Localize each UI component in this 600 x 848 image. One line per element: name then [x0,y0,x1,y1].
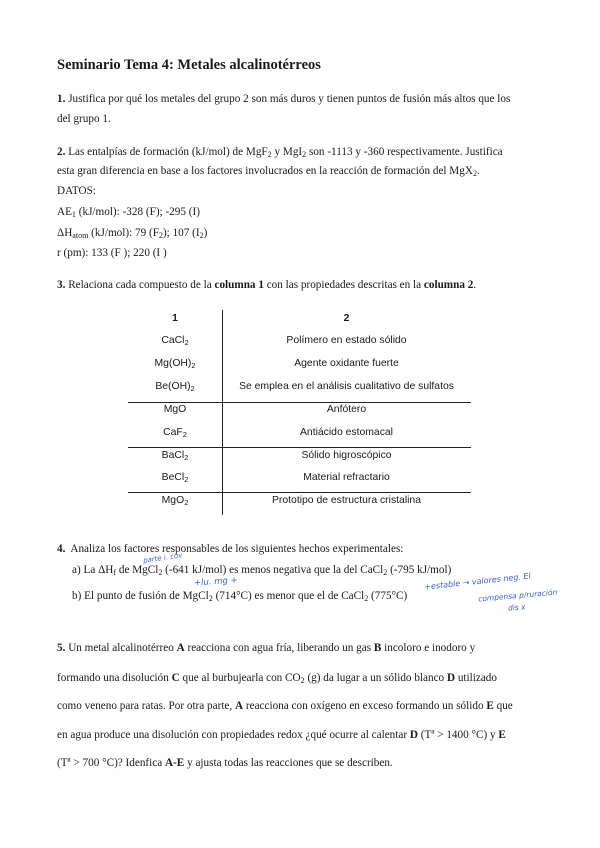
q4-item-b: b) El punto de fusión de MgCl$_2$ (714°C) es menor que el de CaCl$_2$ (775°C) [72,590,408,604]
table-divider [128,447,471,448]
q1-line1: 1. Justifica por qué los metales del grupo 2 son más duros y tienen puntos de fusión más altos que los [57,93,511,105]
table-cell-property: Polímero en estado sólido [286,335,407,346]
table-cell-compound: CaF$_2$ [163,427,187,439]
table-divider [128,402,471,403]
q2-line1: 2. Las entalpías de formación (kJ/mol) de MgF$_2$ y MgI$_2$ son -1113 y -360 respectivamente. Justifica [57,146,503,160]
q2-datos: DATOS: [57,185,96,197]
table-cell-compound: BaCl$_2$ [161,450,189,462]
table-cell-compound: MgO [163,404,187,415]
q2-line2: esta gran diferencia en base a los factores involucrados en la reacción de formación del MgX$_2$. [57,165,480,179]
handwritten-note: parte i. cov [142,551,183,565]
page-title: Seminario Tema 4: Metales alcalinotérreos [57,57,321,73]
q4-intro: 4. Analiza los factores responsables de los siguientes hechos experimentales: [57,543,404,555]
q5-line3: como veneno para ratas. Por otra parte, A reacciona con oxígeno en exceso formando un sólido E que [57,700,513,712]
matching-table [128,310,471,515]
table-header-col2: 2 [343,313,350,324]
handwritten-note: +estable → valores neg. El [423,571,532,592]
q5-line2: formando una disolución C que al burbujearla con $CO_2$ (g) da lugar a un sólido blanco D utilizado [57,672,497,686]
q5-line4: en agua produce una disolución con propiedades redox ¿qué ocurre al calentar D (Tª > 1400 °C) y E [57,729,506,741]
q2-r: r (pm): 133 (F ); 220 (I ) [57,247,167,259]
table-cell-property: Anfótero [326,404,367,415]
handwritten-note: dis x [507,602,526,613]
table-cell-property: Antiácido estomacal [300,427,393,438]
q4-item-a: a) La $\Delta H_f$ de MgCl$_2$ (-641 kJ/mol) es menos negativa que la del CaCl$_2$ (-795 kJ/mol) [72,564,452,578]
table-cell-compound: MgO$_2$ [161,495,189,507]
table-cell-property: Agente oxidante fuerte [294,358,399,369]
q2-dh: $\Delta H_{atom}$ (kJ/mol): 79 $(F_2)$; 107 $(I_2)$ [57,227,208,241]
q1-line2: del grupo 1. [57,113,111,125]
table-divider [128,492,471,493]
table-header-col1: 1 [172,313,178,324]
q3-statement: 3. Relaciona cada compuesto de la columna 1 con las propiedades descritas en la columna 2. [57,279,477,291]
table-cell-compound: BeCl$_2$ [161,472,189,484]
table-cell-compound: CaCl$_2$ [161,335,189,347]
table-cell-property: Se emplea en el análisis cualitativo de sulfatos [239,381,454,392]
q5-line1: 5. Un metal alcalinotérreo A reacciona con agua fría, liberando un gas B incoloro e inodoro y [57,642,476,654]
table-cell-compound: $Be(OH)_2$ [155,381,195,393]
table-cell-property: Prototipo de estructura cristalina [271,495,421,506]
q5-line5: (Tª > 700 °C)? Idenfica A-E y ajusta todas las reacciones que se describen. [57,757,393,769]
q2-ae: $AE_1$ (kJ/mol): -328 (F); -295 (I) [57,206,200,220]
handwritten-note: compensa p/ruración [477,587,558,604]
table-cell-property: Sólido higroscópico [301,450,392,461]
table-cell-compound: $Mg(OH)_2$ [154,358,196,370]
handwritten-note: +lu. mg + [193,575,239,589]
table-cell-property: Material refractario [303,472,390,483]
